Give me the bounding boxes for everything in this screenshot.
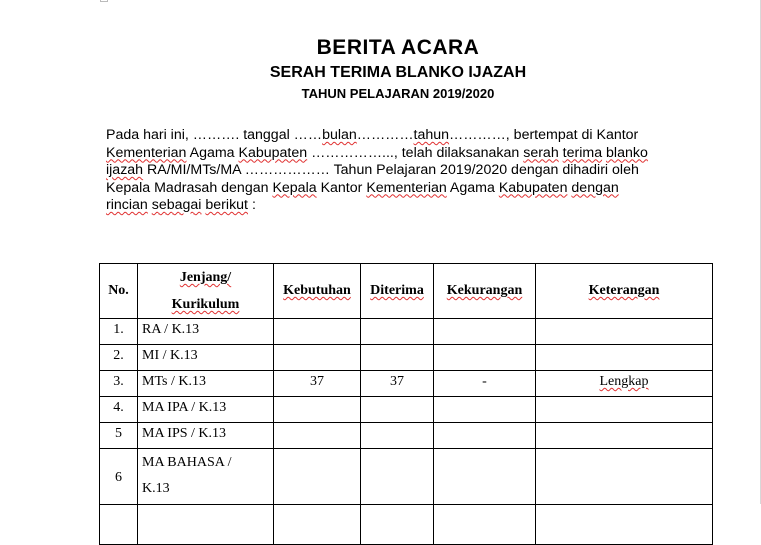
cell-empty: [361, 505, 434, 545]
text-run: …………: [356, 127, 414, 143]
table-row: [100, 371, 713, 397]
text-run: Kepala Madrasah dengan: [106, 179, 273, 196]
cell-no: 4.: [100, 397, 138, 423]
cell-empty: [536, 505, 713, 545]
text-run: ……………..., telah dilaksanakan: [307, 144, 524, 161]
table-row: [100, 345, 713, 371]
cell-no: 5: [100, 423, 138, 449]
table-row: [100, 449, 713, 505]
text-run-flagged: serah: [523, 144, 559, 161]
cell-no: 3.: [100, 371, 138, 397]
cell-kebutuhan: [274, 449, 361, 505]
cell-jenjang-line2: K.13: [142, 481, 170, 496]
cell-kekurangan: [434, 319, 536, 345]
header-kekurangan-text: Kekurangan: [446, 283, 523, 298]
table-row: [100, 397, 713, 423]
header-keterangan: [536, 264, 713, 319]
header-kebutuhan-text: Kebutuhan: [283, 283, 351, 298]
document-subtitle: SERAH TERIMA BLANKO IJAZAH: [269, 64, 527, 81]
cell-jenjang: MA IPS / K.13: [138, 423, 274, 449]
text-run-flagged: terima: [562, 144, 603, 161]
cell-empty: [138, 505, 274, 545]
document-year-line: TAHUN PELAJARAN 2019/2020: [301, 86, 495, 101]
cell-kebutuhan: [274, 397, 361, 423]
text-run: …………, bertempat di Kantor: [449, 127, 639, 143]
cell-keterangan: [536, 449, 713, 505]
cell-keterangan: [536, 319, 713, 345]
text-run: :: [248, 197, 256, 213]
header-jenjang-line2: Kurikulum: [171, 297, 240, 312]
table-row-cutoff: [100, 505, 713, 545]
text-run-flagged: Kementerian: [106, 144, 187, 161]
cell-diterima: 37: [361, 371, 434, 397]
cell-empty: [274, 505, 361, 545]
text-run-flagged: Kabupaten: [498, 179, 568, 196]
cell-no: 2.: [100, 345, 138, 371]
text-run-flagged: ijazah: [106, 162, 144, 178]
header-no: No.: [100, 264, 138, 319]
cell-keterangan: [536, 397, 713, 423]
cell-kekurangan: [434, 423, 536, 449]
document-title: BERITA ACARA: [316, 36, 480, 59]
cell-diterima: [361, 345, 434, 371]
cell-kekurangan: [434, 345, 536, 371]
cell-kekurangan: [434, 449, 536, 505]
text-run: RA/MI/MTs/MA ……………… Tahun Pelajaran 2019/2020 dengan dihadiri oleh: [143, 162, 639, 178]
header-keterangan-text: Keterangan: [588, 283, 660, 298]
text-run-flagged: tahun: [413, 127, 450, 143]
body-paragraph: [106, 127, 716, 215]
text-run-flagged: dengan: [571, 179, 619, 196]
paragraph-line-5: [106, 197, 716, 215]
cell-kebutuhan: [274, 345, 361, 371]
text-run-flagged: Kementerian: [366, 179, 447, 196]
cell-jenjang: [138, 449, 274, 505]
handover-table: [99, 263, 713, 545]
cell-diterima: [361, 423, 434, 449]
text-run-flagged: sebagai: [151, 197, 202, 213]
paragraph-line-4: [106, 180, 716, 198]
text-run: Kantor: [316, 179, 367, 196]
cell-keterangan: [536, 345, 713, 371]
table-header-row: [100, 264, 713, 319]
paragraph-line-2: [106, 145, 716, 163]
header-jenjang: [138, 264, 274, 319]
header-kebutuhan: [274, 264, 361, 319]
header-diterima-text: Diterima: [370, 283, 424, 298]
cell-kebutuhan: 37: [274, 371, 361, 397]
cell-keterangan: [536, 423, 713, 449]
text-run: Agama: [186, 144, 239, 161]
page-corner-mark: [100, 0, 108, 2]
header-kekurangan: [434, 264, 536, 319]
cell-diterima: [361, 397, 434, 423]
cell-empty: [434, 505, 536, 545]
keterangan-text: Lengkap: [599, 374, 649, 389]
cell-jenjang: MI / K.13: [138, 345, 274, 371]
text-run: Pada hari ini, ………. tanggal ……: [106, 127, 323, 143]
cell-keterangan: [536, 371, 713, 397]
cell-kebutuhan: [274, 423, 361, 449]
cell-kekurangan: -: [434, 371, 536, 397]
paragraph-line-3: [106, 162, 716, 180]
header-diterima: [361, 264, 434, 319]
text-run-flagged: Kepala: [272, 179, 317, 196]
cell-jenjang: MA IPA / K.13: [138, 397, 274, 423]
table-row: [100, 319, 713, 345]
text-run-flagged: berikut: [205, 197, 248, 213]
cell-kebutuhan: [274, 319, 361, 345]
cell-diterima: [361, 319, 434, 345]
cell-jenjang: MTs / K.13: [138, 371, 274, 397]
text-run-flagged: rincian: [106, 197, 148, 213]
table-row: [100, 423, 713, 449]
header-jenjang-line1: Jenjang/: [179, 270, 232, 285]
text-run-flagged: Kabupaten: [238, 144, 308, 161]
cell-jenjang: RA / K.13: [138, 319, 274, 345]
text-run: Agama: [446, 179, 499, 196]
cell-no: 6: [100, 449, 138, 505]
cell-diterima: [361, 449, 434, 505]
paragraph-line-1: [106, 127, 716, 145]
text-run-flagged: bulan: [322, 127, 357, 143]
cell-jenjang-line1: MA BAHASA /: [142, 455, 232, 470]
cell-no: 1.: [100, 319, 138, 345]
text-run-flagged: blanko: [606, 144, 648, 161]
cell-empty: [100, 505, 138, 545]
cell-kekurangan: [434, 397, 536, 423]
